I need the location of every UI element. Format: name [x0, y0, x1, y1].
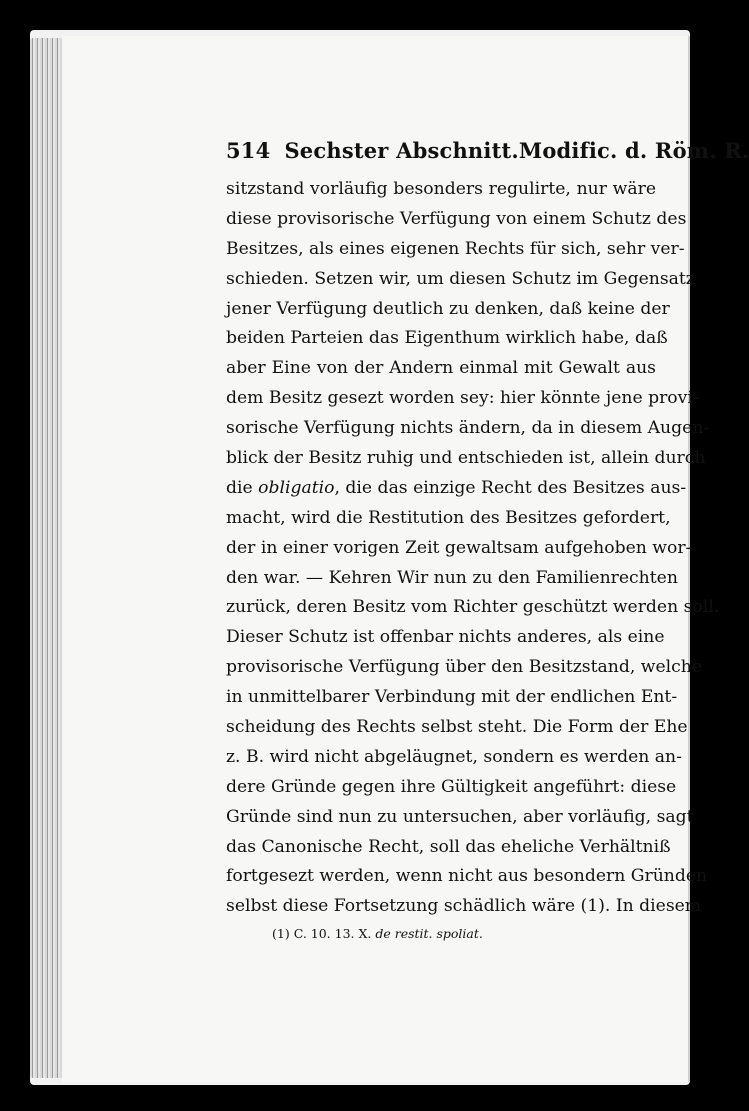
text-line: blick der Besitz ruhig und entschieden ist, allein durch — [226, 448, 706, 469]
italic-term: obligatio — [258, 477, 335, 498]
page-number: 514 — [226, 138, 271, 163]
text-line: Besitzes, als eines eigenen Rechts für sich, sehr ver- — [226, 238, 685, 259]
text-line: die obligatio, die das einzige Recht des Besitzes aus- — [226, 477, 687, 498]
text-line: scheidung des Rechts selbst steht. Die Form der Ehe — [226, 717, 688, 738]
page-content — [226, 138, 749, 942]
text-line: beiden Parteien das Eigenthum wirklich habe, daß — [226, 328, 668, 349]
chapter-title: Modific. d. Röm. R. — [518, 138, 749, 163]
running-header — [226, 138, 749, 163]
text-line: dem Besitz gesezt worden sey: hier könnte jene provi- — [226, 388, 699, 409]
text-line: der in einer vorigen Zeit gewaltsam aufgehoben wor- — [226, 537, 692, 558]
text-line: den war. — Kehren Wir nun zu den Familienrechten — [226, 567, 678, 588]
text-line: jener Verfügung deutlich zu denken, daß keine der — [226, 298, 670, 319]
text-line: z. B. wird nicht abgeläugnet, sondern es werden an- — [226, 746, 682, 767]
text-line: das Canonische Recht, soll das eheliche Verhältniß — [226, 836, 671, 857]
text-line: fortgesezt werden, wenn nicht aus besondern Gründen — [226, 866, 708, 887]
text-line: selbst diese Fortsetzung schädlich wäre (1). In diesem — [226, 896, 702, 917]
footnote — [226, 926, 656, 941]
text-line: aber Eine von der Andern einmal mit Gewalt aus — [226, 358, 656, 379]
text-line: sitzstand vorläufig besonders regulirte, nur wäre — [226, 179, 656, 199]
text-line: schieden. Setzen wir, um diesen Schutz im Gegensatz — [226, 268, 695, 289]
footnote-citation: C. 10. 13. X. — [293, 926, 372, 942]
text-line: in unmittelbarer Verbindung mit der endlichen Ent- — [226, 687, 678, 708]
text-line: diese provisorische Verfügung von einem Schutz des — [226, 208, 687, 229]
footnote-italic: de restit. spoliat. — [375, 926, 483, 942]
body-text — [226, 175, 720, 922]
text-line: zurück, deren Besitz vom Richter geschützt werden soll. — [226, 597, 720, 618]
text-line: sorische Verfügung nichts ändern, da in diesem Augen- — [226, 418, 710, 439]
text-line: Dieser Schutz ist offenbar nichts anderes, als eine — [226, 627, 665, 648]
text-line: provisorische Verfügung über den Besitzstand, welche — [226, 657, 702, 678]
text-line: macht, wird die Restitution des Besitzes gefordert, — [226, 507, 671, 528]
text-line: dere Gründe gegen ihre Gültigkeit angeführt: diese — [226, 776, 677, 797]
section-title: Sechster Abschnitt. — [284, 138, 519, 163]
footnote-marker: (1) — [272, 926, 290, 942]
text-line: Gründe sind nun zu untersuchen, aber vorläufig, sagt — [226, 806, 694, 827]
